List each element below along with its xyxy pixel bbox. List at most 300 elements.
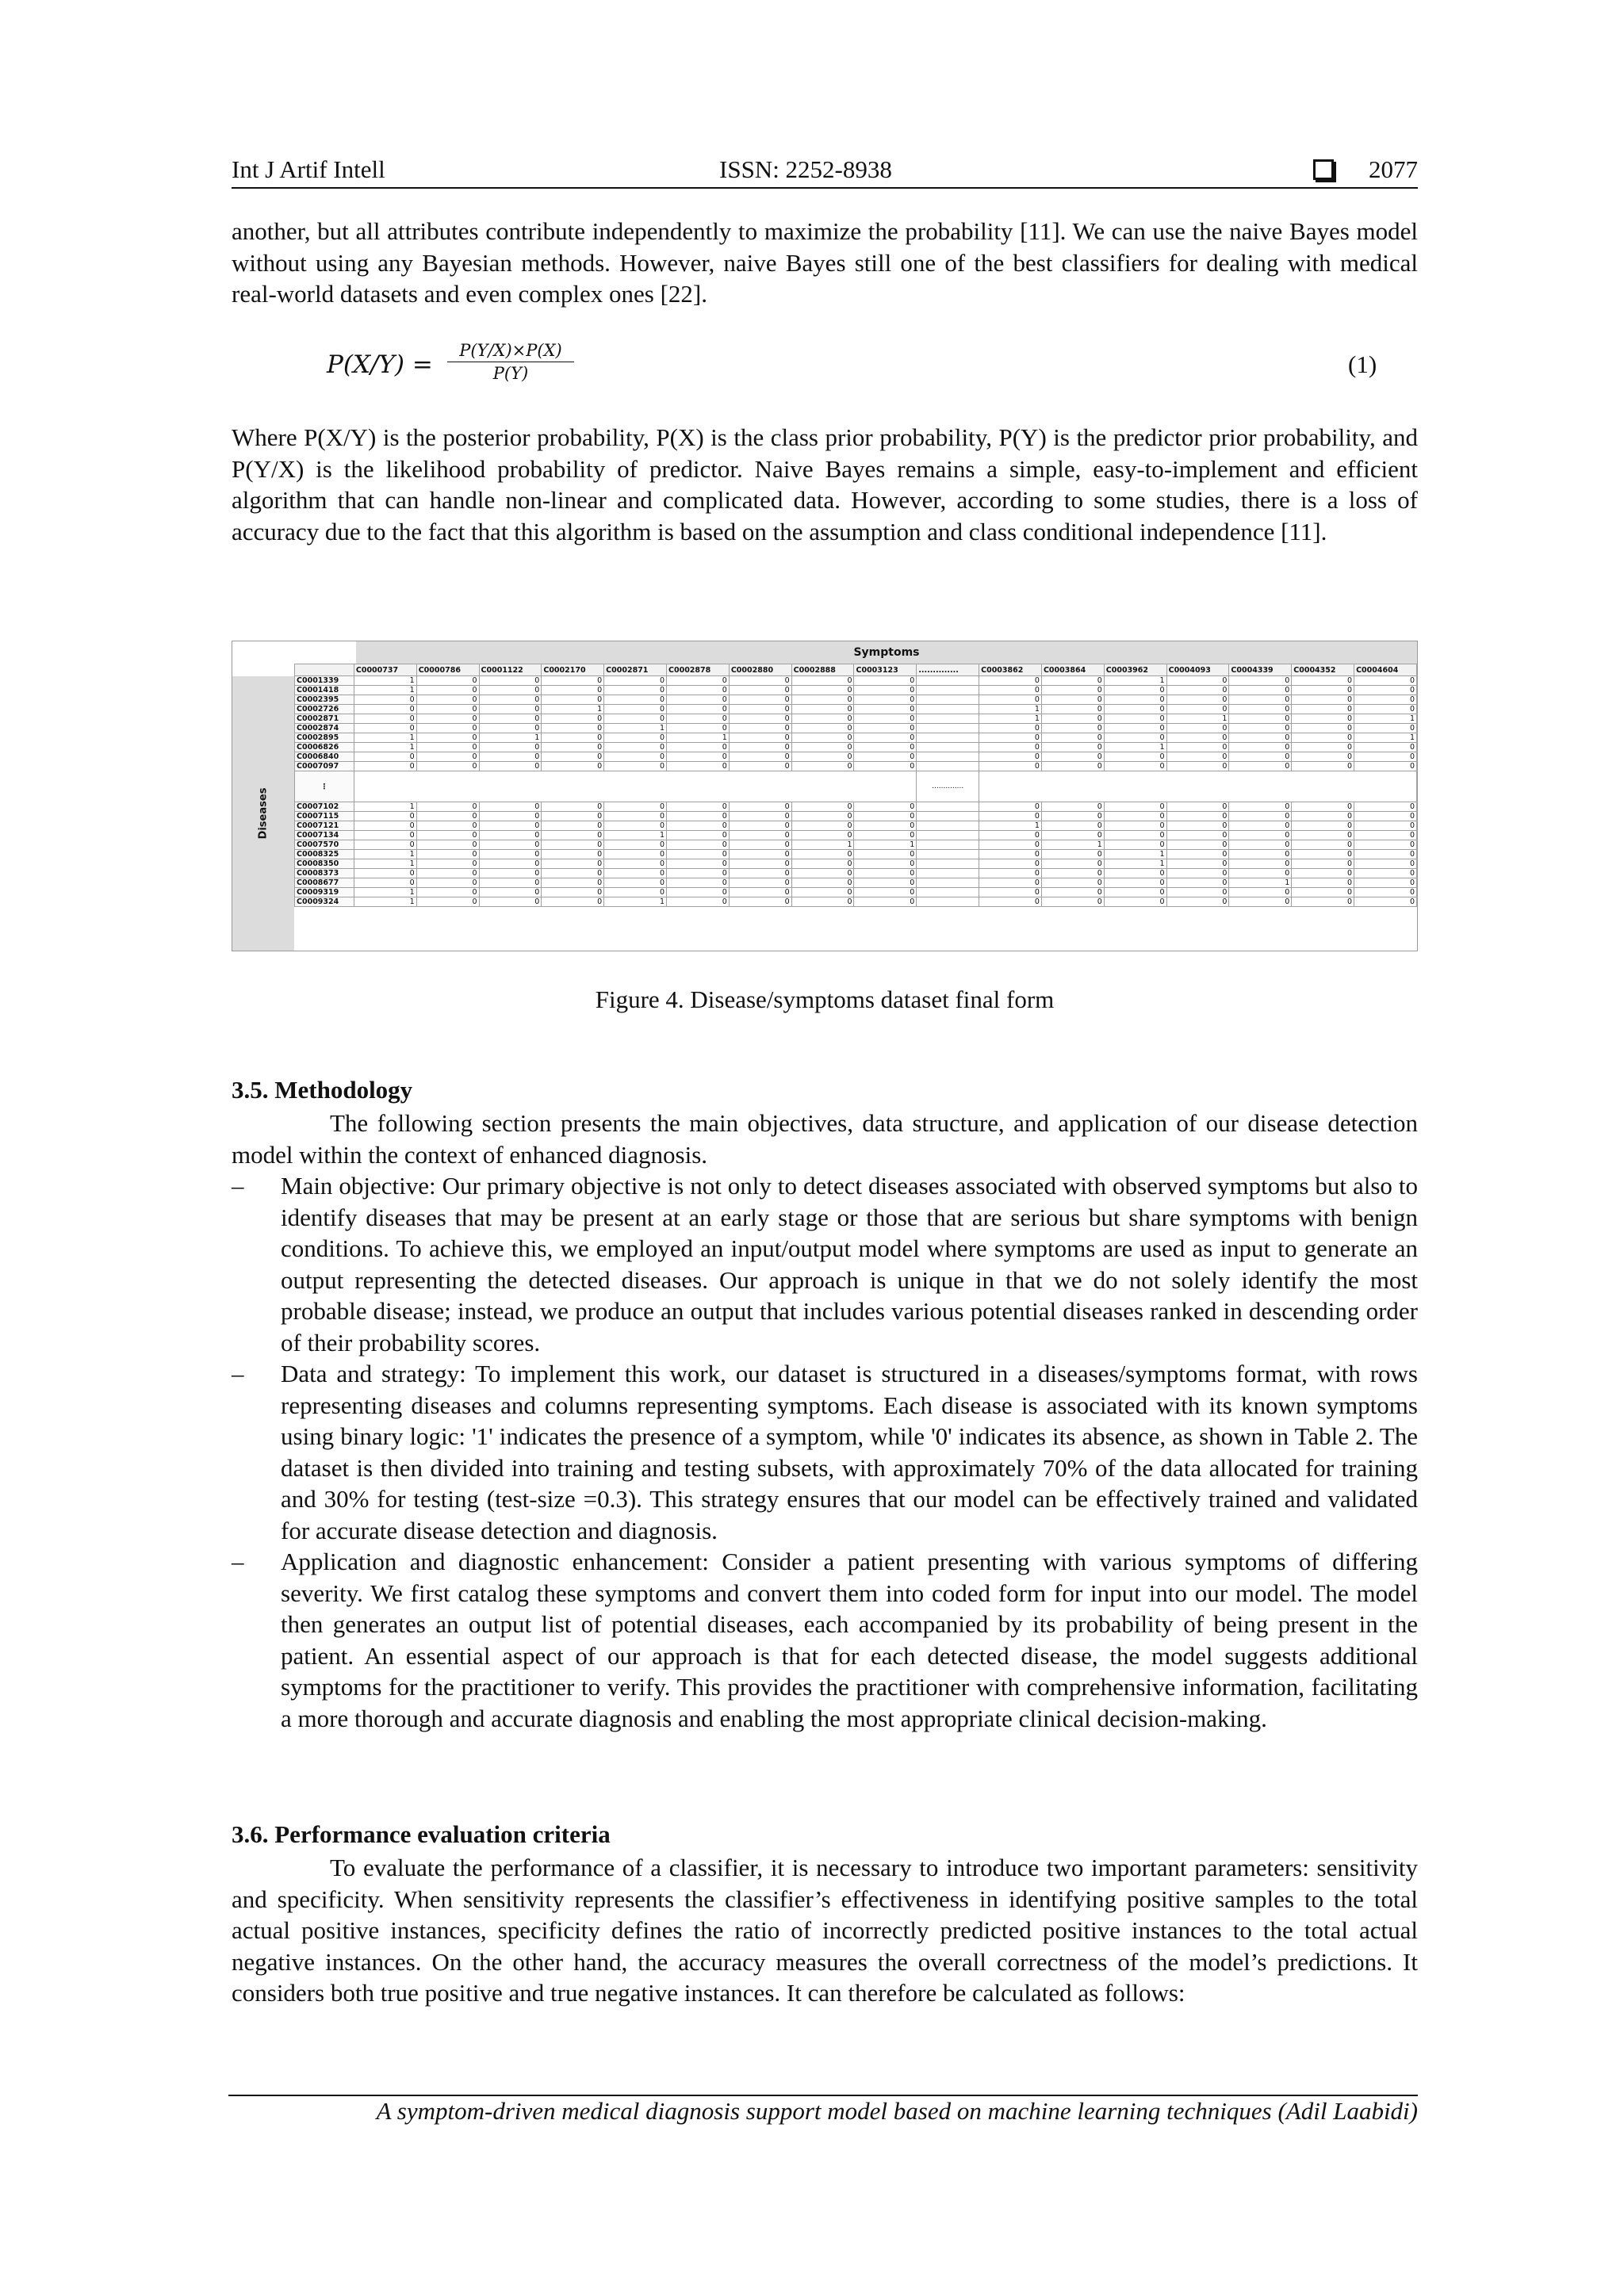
- table-cell: 0: [542, 695, 604, 705]
- table-cell: 0: [1104, 802, 1166, 812]
- gap-cell: [917, 676, 979, 686]
- column-header: C0003864: [1041, 664, 1104, 676]
- table-cell: 0: [1229, 850, 1292, 859]
- table-cell: 0: [791, 686, 854, 695]
- gap-cell: [917, 821, 979, 831]
- table-row: [295, 743, 1417, 752]
- table-cell: 0: [542, 878, 604, 888]
- table-cell: 0: [604, 888, 667, 897]
- table-cell: 0: [1229, 714, 1292, 724]
- table-cell: 0: [1166, 676, 1229, 686]
- table-cell: 0: [542, 802, 604, 812]
- table-cell: 0: [729, 705, 791, 714]
- table-cell: 0: [979, 831, 1042, 840]
- disease-code: C0002874: [295, 724, 354, 733]
- table-cell: 0: [979, 733, 1042, 743]
- disease-code: C0002395: [295, 695, 354, 705]
- gap-cell: [917, 831, 979, 840]
- table-cell: 0: [1041, 733, 1104, 743]
- table-cell: 0: [1292, 733, 1354, 743]
- diseases-title-bar: [232, 676, 294, 951]
- table-cell: 0: [604, 705, 667, 714]
- table-cell: 1: [354, 859, 416, 869]
- table-cell: 0: [1104, 695, 1166, 705]
- table-cell: 0: [667, 752, 730, 762]
- disease-code: C0002726: [295, 705, 354, 714]
- table-cell: 0: [1041, 888, 1104, 897]
- table-cell: 0: [1354, 676, 1417, 686]
- table-cell: 0: [1229, 840, 1292, 850]
- table-cell: 0: [1229, 695, 1292, 705]
- table-cell: 0: [1166, 859, 1229, 869]
- table-cell: 0: [542, 714, 604, 724]
- table-cell: 1: [604, 897, 667, 907]
- table-cell: 0: [1354, 743, 1417, 752]
- disease-code: C0007121: [295, 821, 354, 831]
- table-cell: 0: [854, 878, 917, 888]
- column-header: C0002878: [667, 664, 730, 676]
- table-cell: 0: [479, 802, 542, 812]
- table-cell: 0: [1229, 676, 1292, 686]
- section-3-6-text: To evaluate the performance of a classifier, it is necessary to introduce two important parameters: sensitivity and specificity. When sensitivity represents the classifier’s effectiveness in identifying positive samples to the total actual positive instances, specificity defines the ratio of incorrectly predicted positive instances to the total actual negative instances. On the other hand, the accuracy measures the overall correctness of the model’s predictions. It considers both true positive and true negative instances. It can therefore be calculated as follows:: [232, 1854, 1418, 2007]
- table-cell: 0: [791, 676, 854, 686]
- table-cell: 0: [667, 821, 730, 831]
- gap-cell: [917, 878, 979, 888]
- table-cell: 1: [854, 840, 917, 850]
- diseases-title: Diseases: [257, 787, 270, 840]
- gap-cell: [917, 859, 979, 869]
- table-cell: 0: [1041, 812, 1104, 821]
- table-cell: 0: [979, 752, 1042, 762]
- table-cell: 0: [1354, 802, 1417, 812]
- table-cell: 1: [1104, 743, 1166, 752]
- table-cell: 0: [791, 714, 854, 724]
- table-row: [295, 859, 1417, 869]
- table-cell: 0: [729, 752, 791, 762]
- equation-numerator: P(Y/X)×P(X): [447, 341, 574, 362]
- table-cell: 0: [791, 812, 854, 821]
- table-cell: 0: [542, 743, 604, 752]
- column-header: C0004604: [1354, 664, 1417, 676]
- table-cell: 0: [667, 878, 730, 888]
- table-cell: 1: [1104, 859, 1166, 869]
- table-cell: 0: [542, 888, 604, 897]
- table-cell: 0: [1292, 743, 1354, 752]
- row-ellipsis: ..............: [917, 771, 979, 802]
- column-header: C0000737: [354, 664, 416, 676]
- table-cell: 0: [979, 686, 1042, 695]
- figure-4-dataset-table: [232, 641, 1418, 951]
- list-item: [232, 1170, 1418, 1358]
- table-cell: 0: [1354, 878, 1417, 888]
- table-cell: 0: [1292, 878, 1354, 888]
- table-cell: 0: [354, 695, 416, 705]
- table-cell: 0: [979, 840, 1042, 850]
- table-cell: 0: [479, 743, 542, 752]
- table-cell: 1: [354, 850, 416, 859]
- table-cell: 0: [791, 888, 854, 897]
- column-header: C0000786: [416, 664, 479, 676]
- table-cell: 0: [1229, 733, 1292, 743]
- table-cell: 0: [1292, 812, 1354, 821]
- gap-cell: [917, 812, 979, 821]
- table-cell: 0: [1354, 859, 1417, 869]
- table-cell: 0: [1229, 812, 1292, 821]
- table-cell: 0: [1229, 686, 1292, 695]
- table-cell: 0: [1041, 859, 1104, 869]
- list-item: [232, 1358, 1418, 1546]
- table-cell: 0: [479, 840, 542, 850]
- table-cell: 0: [791, 695, 854, 705]
- table-cell: 0: [1354, 831, 1417, 840]
- table-cell: 1: [1354, 733, 1417, 743]
- column-header: C0003862: [979, 664, 1042, 676]
- table-cell: 0: [1041, 831, 1104, 840]
- table-cell: 0: [667, 831, 730, 840]
- table-cell: 1: [542, 705, 604, 714]
- table-cell: 0: [667, 762, 730, 771]
- column-header: C0002880: [729, 664, 791, 676]
- table-cell: 0: [604, 802, 667, 812]
- table-cell: 0: [1166, 869, 1229, 878]
- table-cell: 1: [979, 705, 1042, 714]
- table-cell: 0: [354, 752, 416, 762]
- table-row: [295, 878, 1417, 888]
- table-cell: 0: [667, 676, 730, 686]
- column-header: C0002170: [542, 664, 604, 676]
- table-cell: 0: [979, 802, 1042, 812]
- table-cell: 0: [854, 888, 917, 897]
- table-cell: 0: [354, 714, 416, 724]
- table-cell: 0: [791, 743, 854, 752]
- table-row: [295, 714, 1417, 724]
- table-cell: 0: [416, 695, 479, 705]
- table-cell: 0: [1292, 686, 1354, 695]
- table-cell: 0: [1166, 888, 1229, 897]
- table-row: [295, 869, 1417, 878]
- table-cell: 0: [1166, 812, 1229, 821]
- table-cell: 0: [1041, 897, 1104, 907]
- table-cell: 0: [1229, 897, 1292, 907]
- list-item: [232, 1546, 1418, 1734]
- table-cell: 0: [416, 676, 479, 686]
- table-cell: 0: [542, 762, 604, 771]
- table-cell: 0: [1104, 733, 1166, 743]
- table-cell: 0: [729, 743, 791, 752]
- table-cell: 0: [854, 733, 917, 743]
- table-cell: 0: [416, 752, 479, 762]
- table-cell: 0: [1229, 724, 1292, 733]
- table-cell: 0: [416, 888, 479, 897]
- table-cell: 0: [542, 752, 604, 762]
- table-cell: 0: [791, 859, 854, 869]
- table-cell: 0: [979, 888, 1042, 897]
- table-cell: 0: [667, 686, 730, 695]
- table-row: [295, 733, 1417, 743]
- table-cell: 0: [1041, 714, 1104, 724]
- disease-code: C0007570: [295, 840, 354, 850]
- table-cell: 0: [1166, 831, 1229, 840]
- table-cell: 0: [667, 695, 730, 705]
- table-cell: 0: [354, 878, 416, 888]
- table-cell: 0: [667, 714, 730, 724]
- table-cell: 0: [854, 676, 917, 686]
- table-cell: 0: [354, 762, 416, 771]
- table-header-row: [295, 664, 1417, 676]
- gap-cell: [917, 850, 979, 859]
- table-cell: 0: [479, 752, 542, 762]
- table-cell: 0: [1292, 705, 1354, 714]
- table-cell: 0: [604, 878, 667, 888]
- table-cell: 0: [1292, 802, 1354, 812]
- table-cell: 0: [791, 762, 854, 771]
- column-header: C0003962: [1104, 664, 1166, 676]
- table-cell: 0: [604, 676, 667, 686]
- table-cell: 0: [1354, 850, 1417, 859]
- table-cell: 0: [604, 762, 667, 771]
- table-cell: 0: [667, 888, 730, 897]
- table-row: [295, 752, 1417, 762]
- table-cell: 0: [1166, 733, 1229, 743]
- table-cell: 0: [479, 705, 542, 714]
- table-cell: 0: [791, 850, 854, 859]
- table-cell: 0: [542, 897, 604, 907]
- table-cell: 1: [1229, 878, 1292, 888]
- table-cell: 1: [354, 897, 416, 907]
- table-cell: 0: [979, 859, 1042, 869]
- journal-name: Int J Artif Intell: [232, 155, 385, 183]
- table-cell: 0: [416, 733, 479, 743]
- table-cell: 1: [791, 840, 854, 850]
- table-cell: 0: [854, 831, 917, 840]
- gap-cell: [917, 743, 979, 752]
- gap-cell: [917, 802, 979, 812]
- disease-code: C0008373: [295, 869, 354, 878]
- table-cell: 0: [729, 724, 791, 733]
- gap-cell: [917, 733, 979, 743]
- table-cell: 0: [667, 840, 730, 850]
- footer-citation: A symptom-driven medical diagnosis support model based on machine learning techniques (Adil Laabidi): [376, 2097, 1418, 2125]
- table-row: [295, 888, 1417, 897]
- table-cell: 0: [479, 850, 542, 859]
- dash-bullet: –: [232, 1548, 244, 1575]
- table-cell: 0: [416, 878, 479, 888]
- column-header: C0004339: [1229, 664, 1292, 676]
- table-cell: 1: [604, 724, 667, 733]
- table-cell: 0: [1166, 850, 1229, 859]
- disease-code: C0002871: [295, 714, 354, 724]
- table-cell: 0: [791, 897, 854, 907]
- page-number: 2077: [1369, 155, 1418, 183]
- table-cell: 0: [1354, 762, 1417, 771]
- table-cell: 0: [354, 869, 416, 878]
- table-cell: 0: [854, 869, 917, 878]
- table-cell: 0: [729, 686, 791, 695]
- table-cell: 0: [416, 686, 479, 695]
- table-cell: 0: [979, 878, 1042, 888]
- table-cell: 0: [729, 714, 791, 724]
- section-3-5-intro: The following section presents the main objectives, data structure, and application of our disease detection model within the context of enhanced diagnosis.: [232, 1109, 1418, 1169]
- table-cell: 0: [1354, 752, 1417, 762]
- disease-code: C0009319: [295, 888, 354, 897]
- table-cell: 0: [791, 802, 854, 812]
- list-item-text: Main objective: Our primary objective is not only to detect diseases associated with observed symptoms but also to identify diseases that may be present at an early stage or those that are serious but share symptoms with benign conditions. To achieve this, we employed an input/output model where symptoms are used as input to generate an output representing the detected diseases. Our approach is unique in that we do not solely identify the most probable disease; instead, we produce an output that includes various potential diseases ranked in descending order of their probability scores.: [281, 1172, 1418, 1357]
- table-cell: 0: [667, 897, 730, 907]
- equation-fraction: [447, 341, 574, 383]
- table-cell: 1: [354, 733, 416, 743]
- table-cell: 0: [1104, 752, 1166, 762]
- table-cell: 0: [854, 859, 917, 869]
- table-cell: 0: [479, 878, 542, 888]
- table-cell: 0: [542, 850, 604, 859]
- table-cell: 1: [1041, 840, 1104, 850]
- table-cell: 0: [542, 686, 604, 695]
- table-cell: 0: [416, 821, 479, 831]
- table-row: [295, 802, 1417, 812]
- section-3-6-title: 3.6. Performance evaluation criteria: [232, 1820, 611, 1848]
- table-cell: 0: [729, 733, 791, 743]
- dataset-grid: [294, 664, 1417, 907]
- table-cell: 0: [1229, 859, 1292, 869]
- corner-cell: [295, 664, 354, 676]
- table-cell: 0: [667, 869, 730, 878]
- dash-bullet: –: [232, 1360, 244, 1387]
- table-cell: 0: [854, 850, 917, 859]
- column-header: C0002871: [604, 664, 667, 676]
- disease-code: C0009324: [295, 897, 354, 907]
- disease-code: C0008677: [295, 878, 354, 888]
- table-cell: 1: [667, 733, 730, 743]
- column-header: C0001122: [479, 664, 542, 676]
- table-cell: 0: [416, 762, 479, 771]
- table-cell: 0: [1292, 676, 1354, 686]
- table-cell: 0: [1041, 821, 1104, 831]
- table-cell: 0: [854, 821, 917, 831]
- table-cell: 0: [416, 869, 479, 878]
- table-cell: 0: [729, 676, 791, 686]
- table-cell: 0: [854, 897, 917, 907]
- vertical-ellipsis: ⋮: [295, 771, 354, 802]
- table-cell: 0: [416, 714, 479, 724]
- table-cell: 0: [1041, 743, 1104, 752]
- table-row: [295, 897, 1417, 907]
- table-cell: 0: [1292, 752, 1354, 762]
- table-cell: 0: [354, 821, 416, 831]
- where-paragraph: Where P(X/Y) is the posterior probability, P(X) is the class prior probability, P(Y) is the predictor prior probability, and P(Y/X) is the likelihood probability of predictor. Naive Bayes remains a simple, easy-to-implement and efficient algorithm that can handle non-linear and complicated data. However, according to some studies, there is a loss of accuracy due to the fact that this algorithm is based on the assumption and class conditional independence [11].: [232, 423, 1418, 545]
- table-cell: 0: [604, 686, 667, 695]
- disease-code: C0006840: [295, 752, 354, 762]
- table-cell: 0: [1229, 762, 1292, 771]
- table-cell: 0: [1166, 821, 1229, 831]
- table-cell: 0: [604, 859, 667, 869]
- table-cell: 0: [604, 850, 667, 859]
- table-cell: 0: [729, 821, 791, 831]
- table-cell: 0: [1166, 743, 1229, 752]
- table-cell: 0: [729, 878, 791, 888]
- table-cell: 0: [1292, 762, 1354, 771]
- table-cell: 0: [854, 705, 917, 714]
- table-cell: 0: [1354, 724, 1417, 733]
- table-cell: 0: [729, 831, 791, 840]
- intro-paragraph: another, but all attributes contribute independently to maximize the probability [11]. We can use the naive Bayes model without using any Bayesian methods. However, naive Bayes still one of the best classifiers for dealing with medical real-world datasets and even complex ones [22].: [232, 217, 1418, 308]
- table-cell: 0: [1041, 802, 1104, 812]
- table-cell: 0: [791, 724, 854, 733]
- table-cell: 0: [1292, 695, 1354, 705]
- gap-cell: [917, 888, 979, 897]
- table-cell: 0: [979, 695, 1042, 705]
- table-cell: 0: [1104, 812, 1166, 821]
- table-cell: 0: [1041, 724, 1104, 733]
- dash-bullet: –: [232, 1172, 244, 1200]
- table-cell: 0: [416, 724, 479, 733]
- column-ellipsis: ..............: [917, 664, 979, 676]
- table-cell: 0: [854, 686, 917, 695]
- table-cell: 0: [979, 850, 1042, 859]
- table-row: [295, 686, 1417, 695]
- table-cell: 0: [354, 705, 416, 714]
- disease-code: C0006826: [295, 743, 354, 752]
- table-row: [295, 695, 1417, 705]
- table-cell: 0: [416, 897, 479, 907]
- table-cell: 0: [667, 802, 730, 812]
- table-cell: 0: [1354, 812, 1417, 821]
- table-row: [295, 705, 1417, 714]
- table-cell: 1: [1104, 850, 1166, 859]
- equation-number: (1): [1348, 350, 1377, 378]
- table-cell: 0: [1292, 840, 1354, 850]
- table-cell: 0: [1354, 888, 1417, 897]
- table-cell: 0: [791, 821, 854, 831]
- table-cell: 0: [729, 762, 791, 771]
- column-header: C0003123: [854, 664, 917, 676]
- table-cell: 0: [479, 831, 542, 840]
- disease-code: C0007115: [295, 812, 354, 821]
- table-cell: 0: [1041, 686, 1104, 695]
- table-cell: 1: [354, 888, 416, 897]
- table-cell: 0: [854, 724, 917, 733]
- table-cell: 0: [354, 840, 416, 850]
- table-cell: 0: [1292, 821, 1354, 831]
- table-cell: 0: [729, 695, 791, 705]
- table-cell: 0: [1104, 878, 1166, 888]
- table-cell: 0: [479, 821, 542, 831]
- table-cell: 0: [791, 831, 854, 840]
- table-cell: 0: [1041, 762, 1104, 771]
- table-cell: 0: [1354, 705, 1417, 714]
- issn: ISSN: 2252-8938: [719, 155, 892, 183]
- table-cell: 0: [1292, 724, 1354, 733]
- table-cell: 0: [479, 686, 542, 695]
- table-cell: 1: [479, 733, 542, 743]
- table-cell: 0: [979, 897, 1042, 907]
- table-cell: 0: [1104, 897, 1166, 907]
- table-cell: 0: [1166, 724, 1229, 733]
- figure-caption: Figure 4. Disease/symptoms dataset final form: [595, 985, 1055, 1013]
- table-cell: 0: [542, 869, 604, 878]
- table-cell: 0: [1229, 821, 1292, 831]
- table-cell: 0: [979, 869, 1042, 878]
- table-cell: 0: [1041, 869, 1104, 878]
- table-cell: 0: [604, 821, 667, 831]
- gap-span: [979, 771, 1417, 802]
- table-cell: 0: [1229, 869, 1292, 878]
- footer-rule: [228, 2095, 1418, 2096]
- table-cell: 0: [604, 869, 667, 878]
- disease-code: C0002895: [295, 733, 354, 743]
- table-cell: 0: [854, 812, 917, 821]
- table-cell: 0: [729, 869, 791, 878]
- table-cell: 0: [542, 812, 604, 821]
